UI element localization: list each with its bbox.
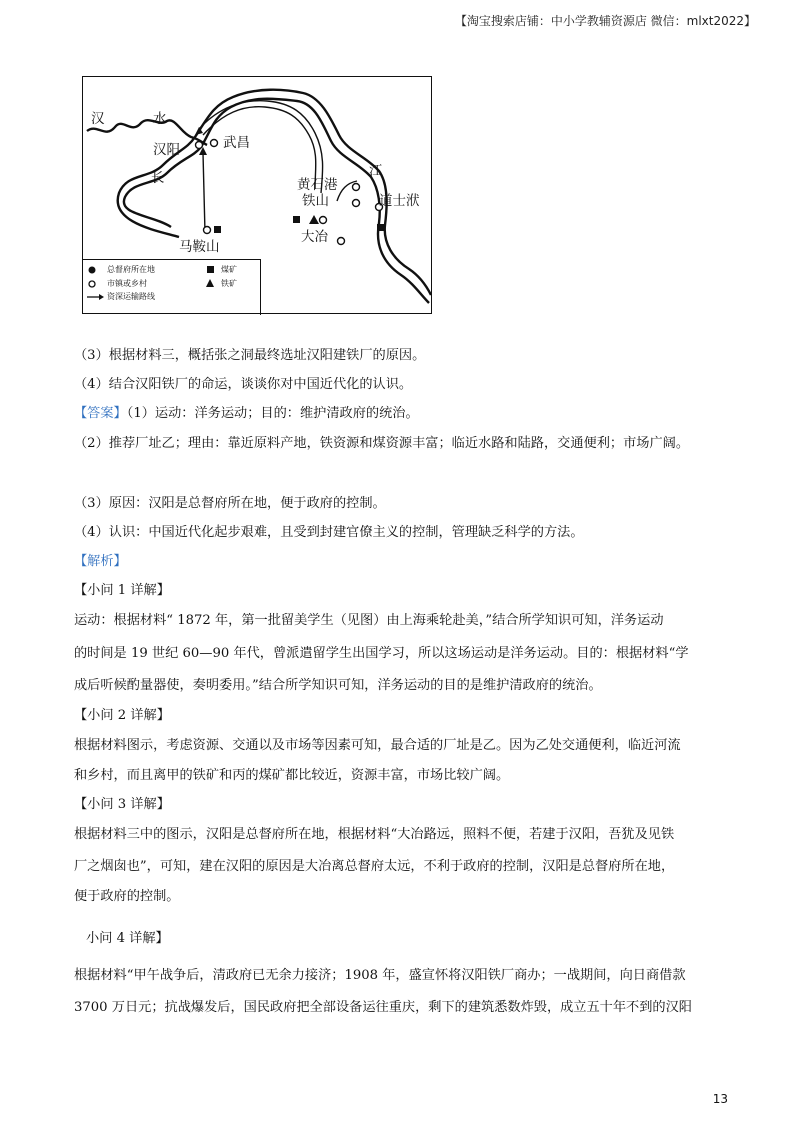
subq3-line-2: 厂之烟囱也”，可知，建在汉阳的原因是大冶离总督府太远，不利于政府的控制，汉阳是总督府所在地， [74,859,675,874]
map-label-maanshan: 马鞍山 [179,239,220,255]
legend-coal-label: 煤矿 [221,265,237,274]
map-label-hanyang: 汉阳 [153,142,180,158]
question-3: （3）根据材料三，概括张之洞最终选址汉阳建铁厂的原因。 [74,348,426,363]
map-label-huangshigang: 黄石港 [297,177,338,193]
page-number: 13 [712,1092,728,1106]
map-label-wuchang: 武昌 [223,135,250,151]
wuchang-town-icon [211,140,218,147]
answer-1-text: （1）运动：洋务运动；目的：维护清政府的统治。 [126,406,419,421]
answer-2: （2）推荐厂址乙；理由：靠近原料产地，铁资源和煤资源丰富；临近水路和陆路，交通便利；市场广阔。 [74,436,690,451]
subq3-line-1: 根据材料三中的图示，汉阳是总督府所在地，根据材料“大冶路远，照料不便，若建于汉阳，吾犹及见铁 [74,827,675,842]
maanshan-coal-icon [214,226,221,233]
map-label-jiang: 江 [369,163,383,179]
subq2-heading: 【小问 2 详解】 [74,708,170,723]
analysis-heading [74,554,127,570]
subq4-heading: 小问 4 详解】 [86,931,169,946]
transport-route-maanshan [203,153,205,233]
subq2-line-2: 和乡村，而且离甲的铁矿和丙的煤矿都比较近，资源丰富，市场比较广阔。 [74,768,510,783]
subq1-line-1: 运动：根据材料“ 1872 年，第一批留美学生（见图）由上海乘轮赴美，”结合所学知识可知，洋务运动 [74,613,664,628]
answer-tag: 【答案】 [74,406,127,421]
subq1-line-2: 的时间是 19 世纪 60—90 年代，曾派遣留学生出国学习，所以这场运动是洋务运动。目的：根据材料“学 [74,646,689,661]
route-map [82,76,432,314]
subq1-heading: 【小问 1 详解】 [74,583,170,598]
daye-coal-icon [293,216,300,223]
subq3-heading: 【小问 3 详解】 [74,797,170,812]
answer-1 [74,406,419,422]
tieshan-town-icon [353,200,360,207]
map-label-shui: 水 [153,111,167,127]
daye-town-icon [338,238,345,245]
map-legend [83,259,261,315]
subq1-line-3: 成后听候酌量器使，奏明委用。”结合所学知识可知，洋务运动的目的是维护清政府的统治。 [74,678,602,693]
answer-4: （4）认识：中国近代化起步艰难，且受到封建官僚主义的控制，管理缺乏科学的方法。 [74,525,584,540]
maanshan-town-icon [204,227,211,234]
huangshigang-town-icon [353,184,360,191]
han-river [87,120,207,145]
legend-capital-label: 总督府所在地 [107,265,155,274]
legend-iron-icon [206,279,214,287]
subq2-line-1: 根据材料图示，考虑资源、交通以及市场等因素可知，最合适的厂址是乙。因为乙处交通便利，临近河流 [74,738,681,753]
legend-coal-icon [207,266,214,273]
map-label-chang: 长 [151,170,165,186]
map-label-han: 汉 [91,111,105,127]
legend-town-icon [89,281,95,287]
daoshifu-coal-icon [377,224,384,231]
answer-3: （3）原因：汉阳是总督府所在地，便于政府的控制。 [74,496,386,511]
question-4: （4）结合汉阳铁厂的命运，谈谈你对中国近代化的认识。 [74,377,413,392]
subq4-line-2: 3700 万日元；抗战爆发后，国民政府把全部设备运往重庆，剩下的建筑悉数炸毁，成立五十年不到的汉阳 [74,1000,692,1015]
legend-iron-label: 铁矿 [221,279,237,288]
legend-arrow-icon [99,294,104,300]
analysis-tag: 【解析】 [74,554,127,569]
hanyang-town-icon [196,142,203,149]
map-label-daoshifu: 道士洑 [379,193,420,209]
map-label-daye: 大冶 [301,229,328,245]
daye-iron-icon [309,215,319,224]
legend-route-label: 资深运输路线 [107,292,155,301]
legend-capital-icon [89,267,96,274]
subq4-line-1: 根据材料“甲午战争后，清政府已无余力接济；1908 年，盛宣怀将汉阳铁厂商办；一战期间，向日商借款 [74,968,686,983]
subq3-line-3: 便于政府的控制。 [74,889,180,904]
tieshan-town-icon-2 [320,217,327,224]
map-label-tieshan: 铁山 [302,193,329,209]
page-header-watermark: 【淘宝搜索店铺：中小学教辅资源店 微信：mlxt2022】 [454,14,756,28]
legend-town-label: 市镇或乡村 [107,279,147,288]
